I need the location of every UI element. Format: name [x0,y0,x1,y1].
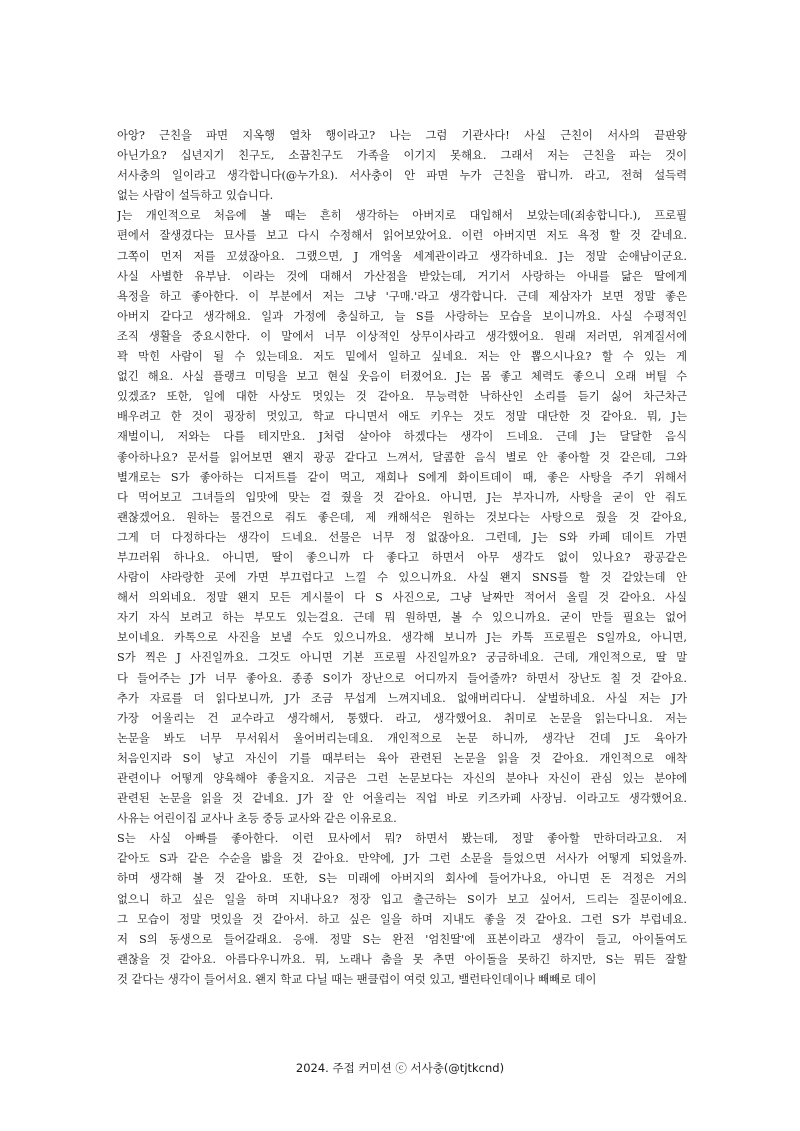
text-line: J는 개인적으로 처음에 볼 때는 흔히 생각하는 아버지로 대입해서 보았는데(죄송합니다.), 프로필 [117,209,687,223]
text-line: 그 모습이 정말 멋있을 것 같아서. 하고 싶은 일을 하며 지내도 좋을 것 같아요. 그런 S가 부럽네요. [117,912,687,926]
text-line: 욕정을 하고 좋아한다. 이 부분에서 저는 그냥 '구매.'라고 생각합니다. 근데 제삼자가 보면 정말 좋은 [117,289,687,303]
text-line: 보이네요. 카톡으로 사진을 보낼 수도 있으니까요. 생각해 보니까 J는 카톡 프로필은 S일까요, 아니면, [117,631,687,645]
text-line: 관련이나 어떻게 양육해야 좋을지요. 지금은 그런 논문보다는 자신의 분야나 자신이 관심 있는 분야에 [117,772,687,785]
text-line: 괜찮겠어요. 원하는 물건으로 줘도 좋은데, 제 캐해석은 원하는 것보다는 사탕으로 줬을 것 같아요, [117,510,687,524]
text-line: 자기 자식 보려고 하는 부모도 있는걸요. 근데 뭐 원하면, 볼 수 있으니까요. 굳이 만들 필요는 없어 [117,611,687,625]
text-line: 다 먹어보고 그녀들의 입맛에 맞는 걸 줬을 것 같아요. 아니면, J는 부자니까, 사탕을 굳이 안 줘도 [117,490,687,504]
text-line: 하며 생각해 볼 것 같아요. 또한, S는 미래에 아버지의 회사에 들어가나요, 아니면 돈 걱정은 거의 [117,872,687,886]
text-line: 추가 자료를 더 읽다보니까, J가 조금 무섭게 느껴지네요. 없애버리다니. 살벌하네요. 사실 저는 J가 [117,691,687,705]
text-line: 같아도 S과 같은 수순을 밟을 것 같아요. 만약에, J가 그런 소문을 들었으면 서사가 어떻게 되었을까. [117,852,687,866]
text-line: 처음인지라 S이 낳고 자신이 기를 때부터는 육아 관련된 논문을 읽을 것 같아요. 개인적으로 애착 [117,751,687,765]
text-line: 부끄러워 하나요. 아니면, 딸이 좋으니까 다 좋다고 하면서 아무 생각도 없이 있나요? 광공같은 [117,550,687,564]
text-line: 별개로는 S가 좋아하는 디저트를 같이 먹고, 재희나 S에게 화이트데이 때, 좋은 사탕을 주기 위해서 [117,470,687,484]
text-line: 저 S의 동생으로 들어갈래요. 응애. 정말 S는 완전 '엄친딸'에 표본이라고 생각이 들고, 아이돌여도 [117,932,687,946]
text-line: 좋아하나요? 문서를 읽어보면 왠지 광공 같다고 느껴서, 달콤한 음식 별로 안 좋아할 것 같은데, 그와 [117,450,687,464]
text-line: 사람이 샤라랑한 곳에 가면 부끄럽다고 느낄 수 있으니까요. 사실 왠지 SNS를 할 것 같았는데 안 [117,571,687,585]
text-line: 그게 더 다정하다는 생각이 드네요. 선물은 너무 정 없잖아요. 그런데, J는 S와 카페 데이트 가면 [117,530,687,544]
text-line: 아앙? 근친을 파면 지옥행 열차 행이라고? 나는 그럼 기관사다! 사실 근친이 서사의 끝판왕 [117,129,687,142]
text-line: 가장 어울리는 건 교수라고 생각해서, 통했다. 라고, 생각했어요. 취미로 논문을 읽는다니요. 저는 [117,711,687,725]
text-line: 없긴 해요. 사실 플랭크 미팅을 보고 현실 웃음이 터졌어요. J는 몸 좋고 체력도 좋으니 오래 버틸 수 [117,370,687,384]
text-line: 꽉 막힌 사람이 될 수 있는데요. 저도 밑에서 일하고 싶네요. 저는 안 뽑으시나요? 할 수 있는 게 [117,350,687,364]
text-line: 것 같다는 생각이 들어서요. 왠지 학교 다닐 때는 팬클럽이 여럿 있고, 밸런타인데이나 빼빼로 데이 [117,972,597,986]
text-line: S가 찍은 J 사진일까요. 그것도 아니면 기본 프로필 사진일까요? 궁금하네요. 근데, 개인적으로, 딸 말 [117,651,687,665]
text-line: 그쪽이 먼저 저를 꼬셨잖아요. 그랬으면, J 개억울 세계관이라고 생각하네요. J는 정말 순애남이군요. [117,249,687,263]
text-line: 사유는 어린이집 교사나 초등 중등 교사와 같은 이유로요. [117,812,397,826]
text-line: 조직 생활을 중요시한다. 이 말에서 너무 이상적인 상무이사라고 생각했어요. 원래 저러면, 위계질서에 [117,329,687,343]
page-footer: 2024. 주접 커미션 ⓒ 서사충(@tjtkcnd) [295,1061,505,1075]
text-line: 재벌이니, 저와는 다를 테지만요. J처럼 살아야 하겠다는 생각이 드네요. 근데 J는 달달한 음식 [117,430,687,444]
text-line: 논문을 봐도 너무 무서워서 울어버리는데요. 개인적으로 논문 하니까, 생각난 건데 J도 육아가 [117,731,687,745]
text-line: 배우려고 한 것이 굉장히 멋있고, 학교 다니면서 애도 키우는 것도 정말 대단한 것 같아요. 뭐, J는 [117,410,687,424]
text-line: 없는 사람이 설득하고 있습니다. [117,189,274,203]
text-line: 다 들어주는 J가 너무 좋아요. 종종 S이가 장난으로 어디까지 들어줄까? 하면서 장난도 칠 것 같아요. [117,671,687,685]
text-line: 아닌가요? 십년지기 친구도, 소꿉친구도 가족을 이기지 못해요. 그래서 저는 근친을 파는 것이 [117,149,687,163]
text-line: 없으니 하고 싶은 일을 하며 지내나요? 정장 입고 출근하는 S이가 보고 싶어서, 드리는 질문이에요. [117,892,687,906]
text-line: 해서 의외네요. 정말 왠지 모든 게시물이 다 S 사진으로, 그냥 날짜만 적어서 올릴 것 같아요. 사실 [117,591,687,605]
text-line: 사실 사별한 유부남. 이라는 것에 대해서 가산점을 받았는데, 거기서 사랑하는 아내를 닮은 딸에게 [117,269,687,283]
review-body-text [117,126,687,990]
text-line: S는 사실 아빠를 좋아한다. 이런 묘사에서 뭐? 하면서 봤는데, 정말 좋아할 만하더라고요. 저 [117,832,687,846]
text-line: 관련된 논문을 읽을 것 같네요. J가 잘 안 어울리는 직업 바로 키즈카페 사장님. 이라고도 생각했어요. [117,792,687,806]
text-line: 있겠죠? 또한, 일에 대한 사상도 멋있는 것 같아요. 무능력한 낙하산인 소리를 듣기 싫어 차근차근 [117,390,687,404]
text-line: 서사충의 일이라고 생각합니다(@누가요). 서사충이 안 파면 누가 근친을 팝니까. 라고, 전혀 설득력 [117,169,687,183]
text-line: 아버지 같다고 생각해요. 일과 가정에 충실하고, 늘 S를 사랑하는 모습을 보이니까요. 사실 수평적인 [117,309,687,323]
text-line: 괜찮을 것 같아요. 아름다우니까요. 뭐, 노래나 춤을 못 추면 아이돌을 못하긴 하지만, S는 뭐든 잘할 [117,952,687,966]
text-line: 편에서 잘생겼다는 묘사를 보고 다시 수정해서 읽어보았어요. 이런 아버지면 저도 욕정 할 것 같네요. [117,229,687,243]
